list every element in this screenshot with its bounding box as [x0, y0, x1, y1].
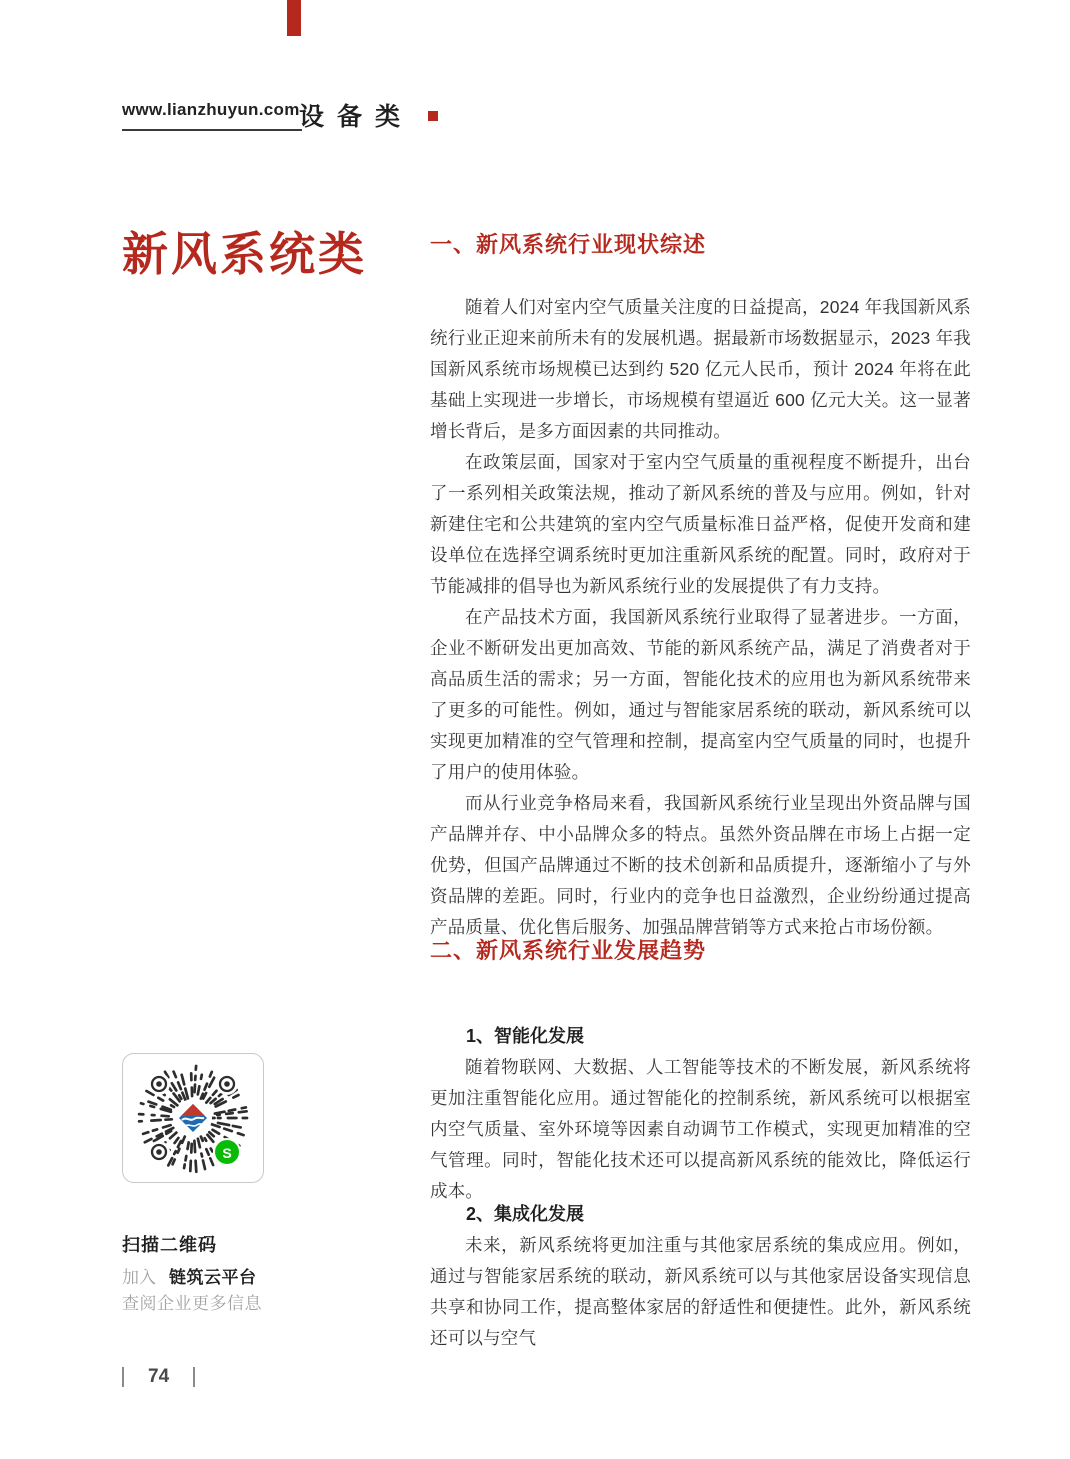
page-number: 74	[148, 1366, 170, 1387]
section-1-heading: 一、新风系统行业现状综述	[430, 232, 707, 257]
scan-qr-title: 扫描二维码	[122, 1235, 217, 1255]
join-label: 加入	[122, 1268, 156, 1287]
join-line	[122, 1263, 257, 1288]
subsection-2-text: 未来，新风系统将更加注重与其他家居系统的集成应用。例如，通过与智能家居系统的联动，新风系统可以与其他家居设备实现信息共享和协同工作，提高整体家居的舒适性和便捷性。此外，新风系统还可以与空气	[430, 1235, 971, 1348]
red-square-bullet-icon	[428, 111, 438, 121]
page-edge-tab	[287, 0, 301, 36]
paragraph: 随着人们对室内空气质量关注度的日益提高，2024 年我国新风系统行业正迎来前所未有的发展机遇。据最新市场数据显示，2023 年我国新风系统市场规模已达到约 520 亿元人民币，预计 2024 年将在此基础上实现进一步增长，市场规模有望逼近 600 亿元大关。这一显著增长背后，是多方面因素的共同推动。	[430, 297, 971, 441]
subsection-1-title: 1、智能化发展	[466, 1026, 585, 1046]
paragraph: 而从行业竞争格局来看，我国新风系统行业呈现出外资品牌与国产品牌并存、中小品牌众多的特点。虽然外资品牌在市场上占据一定优势，但国产品牌通过不断的技术创新和品质提升，逐渐缩小了与外资品牌的差距。同时，行业内的竞争也日益激烈，企业纷纷通过提高产品质量、优化售后服务、加强品牌营销等方式来抢占市场份额。	[430, 793, 971, 937]
paragraph: 在政策层面，国家对于室内空气质量的重视程度不断提升，出台了一系列相关政策法规，推动了新风系统的普及与应用。例如，针对新建住宅和公共建筑的室内空气质量标准日益严格，促使开发商和建设单位在选择空调系统时更加注重新风系统的配置。同时，政府对于节能减排的倡导也为新风系统行业的发展提供了有力支持。	[430, 452, 971, 596]
section-1-body	[430, 292, 971, 943]
page-title: 新风系统类	[122, 228, 367, 280]
platform-label: 链筑云平台	[169, 1268, 257, 1287]
footer-divider	[193, 1367, 195, 1387]
wechat-badge-icon	[215, 1140, 239, 1164]
qr-code-box	[122, 1053, 264, 1183]
paragraph: 在产品技术方面，我国新风系统行业取得了显著进步。一方面，企业不断研发出更加高效、节能的新风系统产品，满足了消费者对于高品质生活的需求；另一方面，智能化技术的应用也为新风系统带来了更多的可能性。例如，通过与智能家居系统的联动，新风系统可以实现更加精准的空气管理和控制，提高室内空气质量的同时，也提升了用户的使用体验。	[430, 607, 971, 782]
footer-divider	[122, 1367, 124, 1387]
wechat-miniprogram-qr-icon	[135, 1060, 251, 1176]
page-footer	[122, 1366, 195, 1388]
subsection-2-title: 2、集成化发展	[466, 1204, 585, 1224]
section-2-heading: 二、新风系统行业发展趋势	[430, 938, 707, 963]
info-label: 查阅企业更多信息	[122, 1294, 262, 1313]
subsection-1-text: 随着物联网、大数据、人工智能等技术的不断发展，新风系统将更加注重智能化应用。通过智能化的控制系统，新风系统可以根据室内空气质量、室外环境等因素自动调节工作模式，实现更加精准的空气管理。同时，智能化技术还可以提高新风系统的能效比，降低运行成本。	[430, 1057, 971, 1201]
svg-text:S: S	[222, 1145, 232, 1161]
site-url: www.lianzhuyun.com	[122, 100, 302, 131]
category-label: 设备类	[299, 103, 414, 131]
